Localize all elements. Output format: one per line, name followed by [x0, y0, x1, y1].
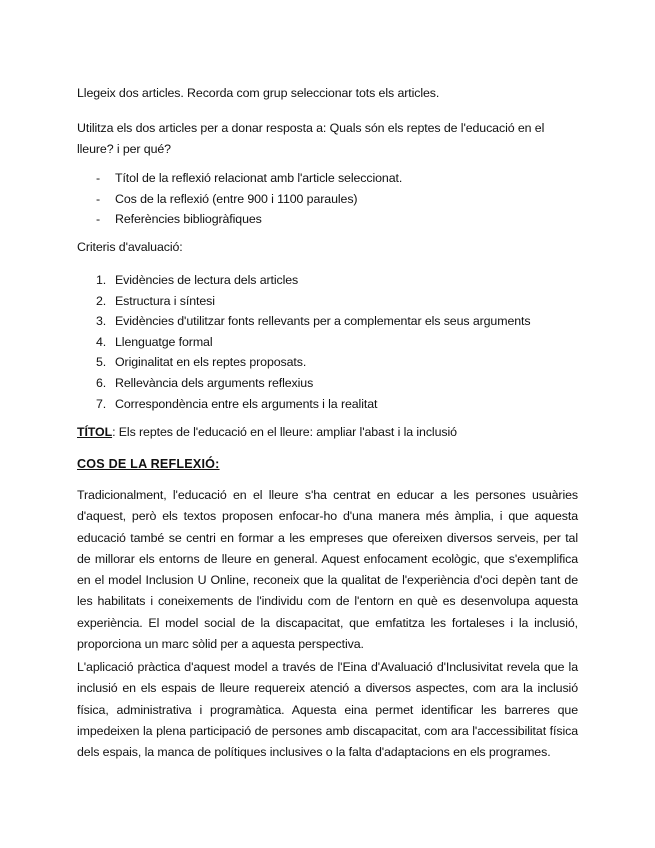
list-number: 1. — [96, 273, 107, 287]
body-heading: COS DE LA REFLEXIÓ: — [77, 457, 220, 471]
criteria-label: Criteris d'avaluació: — [77, 240, 183, 254]
reflection-title — [77, 425, 457, 439]
dash-bullet: - — [96, 171, 101, 185]
list-item — [77, 168, 402, 189]
list-item-text: Rellevància dels arguments reflexius — [115, 375, 314, 390]
list-item-text: Títol de la reflexió relacionat amb l'article seleccionat. — [115, 171, 403, 185]
list-number: 7. — [96, 396, 107, 411]
body-paragraph-2: L'aplicació pràctica d'aquest model a través de l'Eina d'Avaluació d'Inclusivitat revela que la inclusió en els espais de lleure requereix atenció a diversos aspectes, com ara la inclusió física, administrativa i programàtica. Aquesta eina permet identificar les barreres que impedeixen la plena participació de persones amb discapacitat, com ara l'accessibilitat física dels espais, la manca de polítiques inclusives o la falta d'adaptacions en els programes. — [77, 660, 578, 760]
title-text: : Els reptes de l'educació en el lleure: ampliar l'abast i la inclusió — [112, 425, 457, 439]
dash-bullet: - — [96, 191, 101, 206]
list-item-text: Correspondència entre els arguments i la realitat — [115, 396, 378, 411]
list-number: 6. — [96, 375, 107, 390]
list-item — [77, 373, 530, 394]
list-item — [77, 311, 530, 332]
list-number: 5. — [96, 355, 107, 370]
body-paragraph-1: Tradicionalment, l'educació en el lleure s'ha centrat en educar a les persones usuàries d'aquest, però els textos proposen enfocar-ho d'una manera més àmplia, i que aquesta educació també se centri en formar a les empreses que ofereixen diversos serveis, per tal de millorar els entorns de lleure en general. Aquest enfocament ecològic, que s'exemplifica en el model Inclusion U Online, reconeix que la qualitat de l'experiència d'oci depèn tant de les habilitats i coneixements de l'individu com de l'entorn en què es desenvolupa aquesta experiència. El model social de la discapacitat, que emfatitza les fortaleses i la inclusió, proporciona un marc sòlid per a aquesta perspectiva. — [77, 488, 578, 652]
list-item-text: Cos de la reflexió (entre 900 i 1100 paraules) — [115, 191, 358, 206]
list-item — [77, 291, 530, 312]
list-number: 3. — [96, 314, 107, 329]
intro-instruction: Llegeix dos articles. Recorda com grup seleccionar tots els articles. — [77, 86, 440, 100]
list-number: 4. — [96, 334, 107, 349]
list-item — [77, 209, 402, 230]
intro-question: Utilitza els dos articles per a donar resposta a: Quals són els reptes de l'educació en el lleure? i per qué? — [77, 121, 545, 156]
list-item-text: Originalitat en els reptes proposats. — [115, 355, 307, 370]
list-item — [77, 270, 530, 291]
title-label: TÍTOL — [77, 425, 113, 439]
list-item-text: Evidències d'utilitzar fonts rellevants per a complementar els seus arguments — [115, 314, 531, 329]
list-item — [77, 332, 530, 353]
dash-bullet: - — [96, 212, 101, 226]
criteria-list — [77, 270, 530, 414]
list-number: 2. — [96, 293, 107, 308]
list-item-text: Llenguatge formal — [115, 334, 213, 349]
list-item — [77, 352, 530, 373]
list-item-text: Evidències de lectura dels articles — [115, 273, 299, 287]
list-item-text: Estructura i síntesi — [115, 293, 215, 308]
requirements-list — [77, 168, 402, 230]
list-item — [77, 394, 530, 415]
list-item — [77, 189, 402, 210]
list-item-text: Referències bibliogràfiques — [115, 212, 262, 226]
